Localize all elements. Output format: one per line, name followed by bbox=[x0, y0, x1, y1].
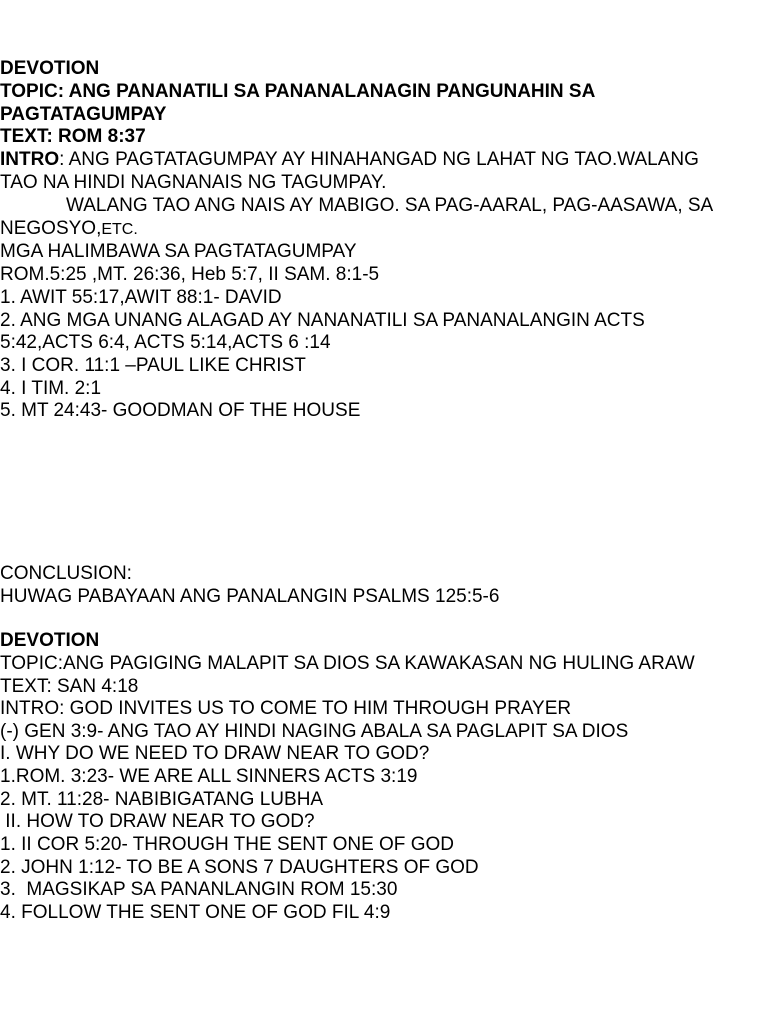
conclusion-text: HUWAG PABAYAAN ANG PANALANGIN PSALMS 125:5-6 bbox=[0, 586, 500, 607]
devotion-heading-2: DEVOTION bbox=[0, 630, 100, 651]
list-item: 5:42,ACTS 6:4, ACTS 5:14,ACTS 6 :14 bbox=[0, 332, 331, 353]
intro-line-2: TAO NA HINDI NAGNANAIS NG TAGUMPAY. bbox=[0, 172, 387, 193]
list-item: 3. MAGSIKAP SA PANANLANGIN ROM 15:30 bbox=[0, 879, 398, 900]
intro-line-4 bbox=[0, 218, 138, 240]
list-item: 2. MT. 11:28- NABIBIGATANG LUBHA bbox=[0, 789, 324, 810]
list-item: 3. I COR. 11:1 –PAUL LIKE CHRIST bbox=[0, 355, 306, 376]
section-heading: I. WHY DO WE NEED TO DRAW NEAR TO GOD? bbox=[0, 743, 430, 764]
intro-text: : ANG PAGTATAGUMPAY AY HINAHANGAD NG LAHAT NG TAO.WALANG bbox=[59, 149, 699, 170]
examples-title: MGA HALIMBAWA SA PAGTATAGUMPAY bbox=[0, 241, 357, 262]
list-item: 1.ROM. 3:23- WE ARE ALL SINNERS ACTS 3:19 bbox=[0, 766, 418, 787]
text-reference-2: TEXT: SAN 4:18 bbox=[0, 676, 139, 697]
topic-line-2: TOPIC:ANG PAGIGING MALAPIT SA DIOS SA KAWAKASAN NG HULING ARAW bbox=[0, 653, 695, 674]
list-item: 2. JOHN 1:12- TO BE A SONS 7 DAUGHTERS OF GOD bbox=[0, 857, 479, 878]
topic-line-continued: PAGTATAGUMPAY bbox=[0, 104, 167, 125]
references-line: ROM.5:25 ,MT. 26:36, Heb 5:7, II SAM. 8:1-5 bbox=[0, 264, 380, 285]
list-item: 4. FOLLOW THE SENT ONE OF GOD FIL 4:9 bbox=[0, 902, 391, 923]
intro-line-2b: INTRO: GOD INVITES US TO COME TO HIM THROUGH PRAYER bbox=[0, 698, 572, 719]
intro-etc: ETC. bbox=[101, 221, 138, 238]
devotion-heading: DEVOTION bbox=[0, 58, 100, 79]
intro-line-3: WALANG TAO ANG NAIS AY MABIGO. SA PAG-AARAL, PAG-AASAWA, SA bbox=[66, 195, 714, 216]
topic-line: TOPIC: ANG PANANATILI SA PANANALANAGIN PANGUNAHIN SA bbox=[0, 81, 596, 102]
intro-line bbox=[0, 149, 699, 171]
list-item: 5. MT 24:43- GOODMAN OF THE HOUSE bbox=[0, 400, 361, 421]
intro-label: INTRO bbox=[0, 149, 60, 170]
list-item: 1. AWIT 55:17,AWIT 88:1- DAVID bbox=[0, 287, 282, 308]
list-item: 4. I TIM. 2:1 bbox=[0, 378, 102, 399]
conclusion-label: CONCLUSION: bbox=[0, 563, 132, 584]
list-item: (-) GEN 3:9- ANG TAO AY HINDI NAGING ABALA SA PAGLAPIT SA DIOS bbox=[0, 721, 629, 742]
list-item: 1. II COR 5:20- THROUGH THE SENT ONE OF GOD bbox=[0, 834, 454, 855]
section-heading: II. HOW TO DRAW NEAR TO GOD? bbox=[0, 811, 315, 832]
intro-negosyo: NEGOSYO, bbox=[0, 218, 102, 239]
list-item: 2. ANG MGA UNANG ALAGAD AY NANANATILI SA PANANALANGIN ACTS bbox=[0, 310, 645, 331]
text-reference: TEXT: ROM 8:37 bbox=[0, 126, 146, 147]
